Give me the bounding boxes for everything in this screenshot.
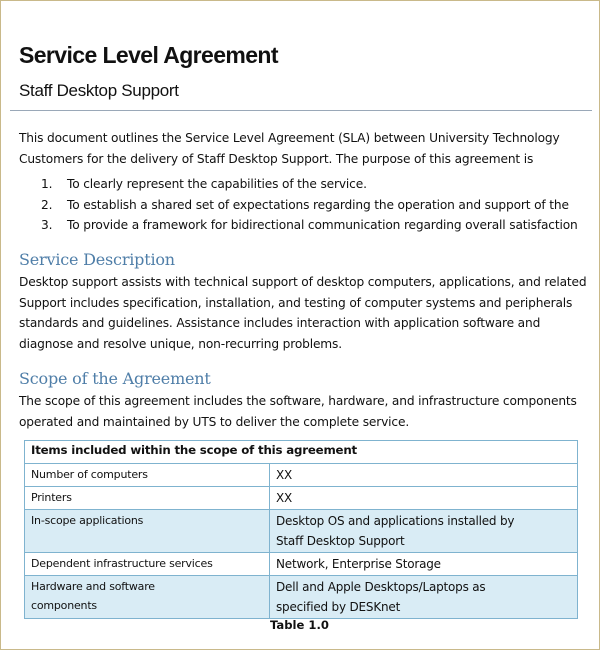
document-title: Service Level Agreement <box>19 42 278 68</box>
intro-line: Customers for the delivery of Staff Desktop Support. The purpose of this agreement is <box>19 151 534 166</box>
table-header-row <box>25 441 578 464</box>
table-cell-value <box>270 464 578 487</box>
table-cell-item: Number of computers <box>25 464 270 487</box>
value-line: Network, Enterprise Storage <box>276 557 441 571</box>
table-row <box>25 510 578 553</box>
table-row <box>25 553 578 576</box>
scope-heading: Scope of the Agreement <box>19 369 211 388</box>
list-text: To provide a framework for bidirectional communication regarding overall satisfaction <box>67 218 578 233</box>
scope-paragraph <box>19 391 577 432</box>
paragraph-line: standards and guidelines. Assistance includes interaction with application software and <box>19 316 541 331</box>
service-description-heading: Service Description <box>19 250 175 269</box>
service-description-paragraph <box>19 272 586 354</box>
table-cell-value <box>270 487 578 510</box>
value-line: Desktop OS and applications installed by <box>276 514 515 528</box>
purpose-list <box>41 174 578 236</box>
list-number: 2. <box>41 197 53 212</box>
value-line: XX <box>276 468 293 482</box>
intro-line: This document outlines the Service Level Agreement (SLA) between University Technology <box>19 131 560 145</box>
value-line: XX <box>276 491 293 505</box>
paragraph-line: The scope of this agreement includes the software, hardware, and infrastructure components <box>19 394 577 408</box>
paragraph-line: Support includes specification, installation, and testing of computer systems and peripherals <box>19 295 573 310</box>
list-text: To establish a shared set of expectations regarding the operation and support of the <box>67 197 569 212</box>
table-cell-item: Dependent infrastructure services <box>25 553 270 576</box>
table-row <box>25 487 578 510</box>
paragraph-line: Desktop support assists with technical support of desktop computers, applications, and related <box>19 275 587 289</box>
table-caption: Table 1.0 <box>270 618 329 632</box>
document-subtitle: Staff Desktop Support <box>19 81 179 100</box>
table-cell-value <box>270 553 578 576</box>
list-number: 1. <box>41 177 53 191</box>
list-text: To clearly represent the capabilities of the service. <box>67 177 367 191</box>
scope-table <box>24 440 578 619</box>
value-line: Dell and Apple Desktops/Laptops as <box>276 580 486 594</box>
table-header: Items included within the scope of this agreement <box>25 441 578 464</box>
paragraph-line: diagnose and resolve unique, non-recurring problems. <box>19 336 342 351</box>
table-cell-item <box>25 576 270 619</box>
table-cell-value <box>270 576 578 619</box>
list-item <box>41 195 578 216</box>
table-cell-item: Printers <box>25 487 270 510</box>
table-row <box>25 464 578 487</box>
intro-paragraph <box>19 128 560 169</box>
table-cell-value <box>270 510 578 553</box>
title-divider <box>10 110 592 111</box>
table-cell-item: In-scope applications <box>25 510 270 553</box>
item-text: Hardware and software components <box>31 580 155 612</box>
table-row <box>25 576 578 619</box>
paragraph-line: operated and maintained by UTS to deliver the complete service. <box>19 414 410 429</box>
value-line: specified by DESKnet <box>276 600 401 614</box>
list-item <box>41 174 578 195</box>
list-number: 3. <box>41 218 53 233</box>
list-item <box>41 215 578 236</box>
value-line: Staff Desktop Support <box>276 534 405 548</box>
